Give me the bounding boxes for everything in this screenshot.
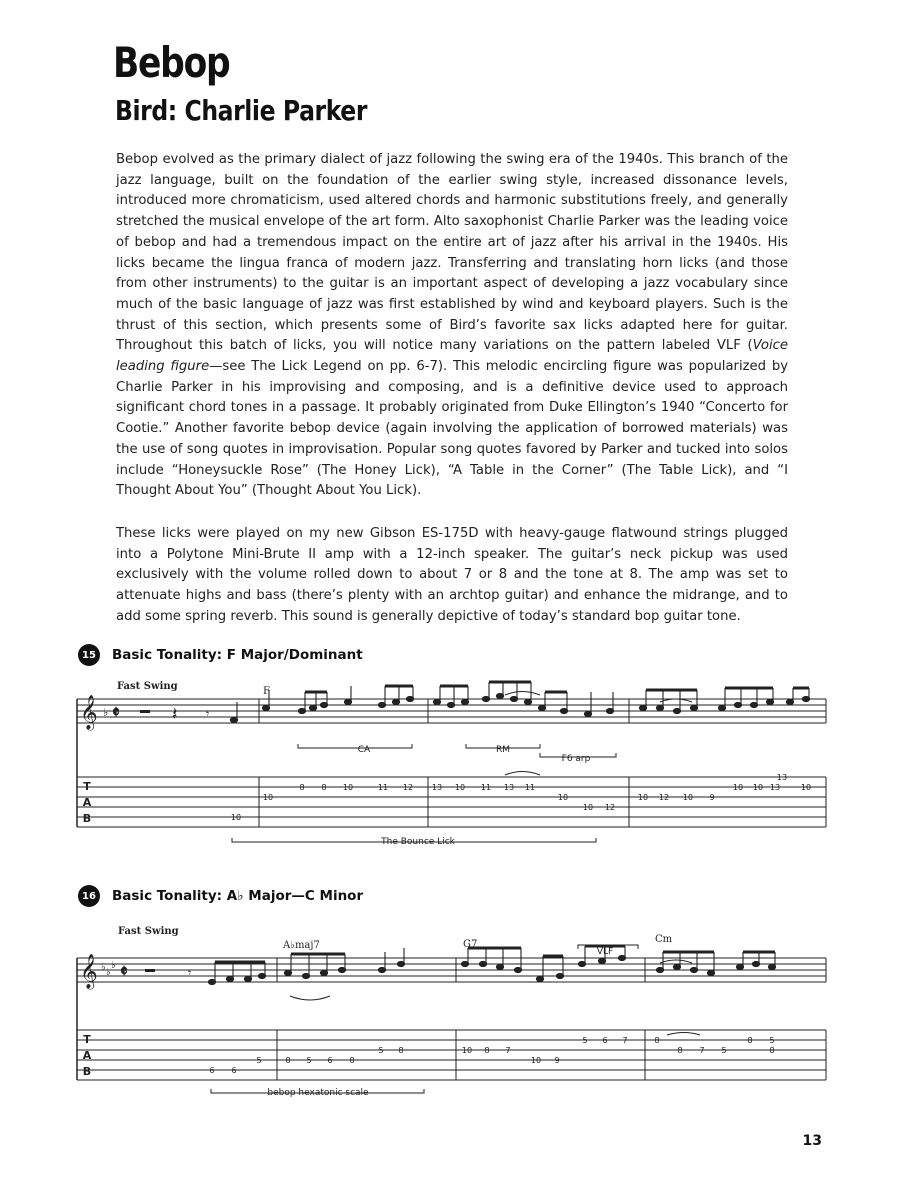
tab-number: 13 — [769, 783, 781, 792]
tab-number: 9 — [554, 1056, 560, 1065]
tab-number: 10 — [752, 783, 764, 792]
treble-clef-icon: 𝄞 — [80, 695, 98, 730]
tab-number: 10 — [262, 793, 274, 802]
example-16-notation — [0, 918, 900, 1103]
tab-number: 10 — [342, 783, 354, 792]
tab-number: 8 — [769, 1046, 775, 1055]
figure-label-arp: F6 arp — [561, 754, 591, 764]
tab-number: 10 — [454, 783, 466, 792]
tab-number: 8 — [349, 1056, 355, 1065]
tab-number: 7 — [699, 1046, 705, 1055]
figure-label-rm: RM — [495, 745, 511, 755]
chord-symbol: F — [263, 686, 270, 697]
tab-number: 10 — [682, 793, 694, 802]
tab-number: 13 — [776, 773, 788, 782]
intro-paragraph — [116, 150, 788, 502]
tab-letter: B — [82, 1065, 92, 1078]
tab-number: 8 — [299, 783, 305, 792]
svg-text:𝄾: 𝄾 — [188, 966, 192, 980]
svg-text:𝄾: 𝄾 — [206, 707, 210, 721]
svg-text:𝄽: 𝄽 — [172, 704, 178, 725]
tab-number: 11 — [480, 783, 492, 792]
tab-number: 6 — [602, 1036, 608, 1045]
tab-number: 8 — [654, 1036, 660, 1045]
tab-number: 10 — [230, 813, 242, 822]
tab-number: 9 — [709, 793, 715, 802]
tab-number: 5 — [378, 1046, 384, 1055]
tab-number: 8 — [677, 1046, 683, 1055]
chord-symbol: A♭maj7 — [283, 940, 320, 951]
gear-paragraph: These licks were played on my new Gibson ES-175D with heavy-gauge flatwound strings plugged into a Polytone Mini-Brute II amp with a 12-inch speaker. The guitar’s neck pickup was used exclusively with the volume rolled down to about 7 or 8 and the tone at 8. The amp was set to attenuate highs and bass (there’s plenty with an archtop guitar) and enhance the midrange, and to add some spring reverb. This sound is generally depictive of today’s standard bop guitar tone. — [116, 526, 788, 624]
tab-number: 5 — [582, 1036, 588, 1045]
page-title: Bebop — [113, 38, 230, 87]
tab-number: 6 — [231, 1066, 237, 1075]
chord-symbol: G7 — [463, 939, 478, 950]
figure-label-vlf: VLF — [596, 947, 614, 957]
svg-text:♭: ♭ — [101, 962, 106, 973]
tab-letter: A — [82, 1049, 92, 1062]
tab-letter: T — [83, 780, 91, 793]
scale-label: bebop hexatonic scale — [267, 1088, 369, 1098]
tab-letter: B — [82, 812, 92, 825]
lick-name-label: The Bounce Lick — [381, 837, 455, 847]
tab-number: 7 — [505, 1046, 511, 1055]
cut-time-icon: 𝄵 — [120, 962, 128, 982]
tab-number: 10 — [800, 783, 812, 792]
tab-number: 13 — [503, 783, 515, 792]
tab-number: 11 — [524, 783, 536, 792]
tab-number: 8 — [398, 1046, 404, 1055]
example-16-header — [78, 884, 363, 908]
tempo-marking: Fast Swing — [118, 926, 179, 937]
tab-number: 10 — [582, 803, 594, 812]
tab-number: 8 — [285, 1056, 291, 1065]
cut-time-icon: 𝄵 — [112, 703, 120, 723]
treble-clef-icon: 𝄞 — [80, 954, 98, 989]
tab-number: 5 — [306, 1056, 312, 1065]
intro-text-a: Bebop evolved as the primary dialect of jazz following the swing era of the 1940s. This branch of the jazz language, built on the foundation of the earlier swing style, increased dissonance levels, introduced more chromaticism, used altered chords and harmonic substitutions freely, and generally stretched the musical envelope of the art form. Alto saxophonist Charlie Parker was the leading voice of bebop and had a tremendous impact on the entire art of jazz after his arrival in the 1940s. His licks became the lingua franca of modern jazz. Transferring and translating horn licks (and those from other instruments) to the guitar is an important aspect of developing a jazz vocabulary since much of the basic language of jazz was first established by wind and keyboard players. Such is the thrust of this section, which presents some of Bird’s favorite sax licks adapted here for guitar. Throughout this batch of licks, you will notice many variations on the pattern labeled VLF ( — [116, 152, 788, 354]
tab-number: 10 — [732, 783, 744, 792]
tab-number: 8 — [484, 1046, 490, 1055]
example-title: Basic Tonality: F Major/Dominant — [112, 647, 363, 663]
example-title: Basic Tonality: A♭ Major—C Minor — [112, 888, 364, 904]
tab-number: 5 — [769, 1036, 775, 1045]
tempo-marking: Fast Swing — [117, 681, 178, 692]
tab-letter: T — [83, 1033, 91, 1046]
tab-number: 12 — [658, 793, 670, 802]
tab-number: 10 — [637, 793, 649, 802]
intro-text-b: —see The Lick Legend on pp. 6-7). This melodic encircling figure was popularized by Charlie Parker in his improvising and composing, and is a definitive device used to approach significant chord tones in a passage. It probably originated from Duke Ellington’s 1940 “Concerto for Cootie.” Another favorite bebop device (again involving the application of borrowed materials) was the use of song quotes in improvisation. Popular song quotes favored by Parker and tucked into solos include “Honeysuckle Rose” (The Honey Lick), “A Table in the Corner” (The Table Lick), and “I Thought About You” (Thought About You Lick). — [116, 359, 788, 499]
svg-text:♭: ♭ — [106, 967, 111, 978]
tab-number: 12 — [604, 803, 616, 812]
example-number-badge: 15 — [78, 644, 100, 666]
tab-number: 5 — [721, 1046, 727, 1055]
tab-number: 10 — [461, 1046, 473, 1055]
example-15-header — [78, 643, 363, 667]
tab-number: 13 — [431, 783, 443, 792]
chord-symbol: Cm — [655, 934, 673, 945]
intro-text-emphasis: Voice leading figure — [116, 338, 788, 375]
tab-number: 6 — [209, 1066, 215, 1075]
section-subtitle: Bird: Charlie Parker — [115, 94, 367, 127]
tab-letter: A — [82, 796, 92, 809]
svg-text:♭: ♭ — [103, 706, 109, 719]
page-number: 13 — [802, 1133, 822, 1149]
example-number-badge: 16 — [78, 885, 100, 907]
tab-number: 10 — [530, 1056, 542, 1065]
svg-text:♭: ♭ — [111, 960, 116, 971]
tab-number: 8 — [747, 1036, 753, 1045]
example-15-notation — [0, 672, 900, 852]
tab-number: 10 — [557, 793, 569, 802]
tab-number: 8 — [321, 783, 327, 792]
tab-number: 5 — [256, 1056, 262, 1065]
tab-numbers — [209, 1036, 774, 1075]
tab-number: 6 — [327, 1056, 333, 1065]
tab-number: 11 — [377, 783, 389, 792]
tab-number: 7 — [622, 1036, 628, 1045]
figure-label-ca: CA — [357, 745, 371, 755]
tab-number: 12 — [402, 783, 414, 792]
